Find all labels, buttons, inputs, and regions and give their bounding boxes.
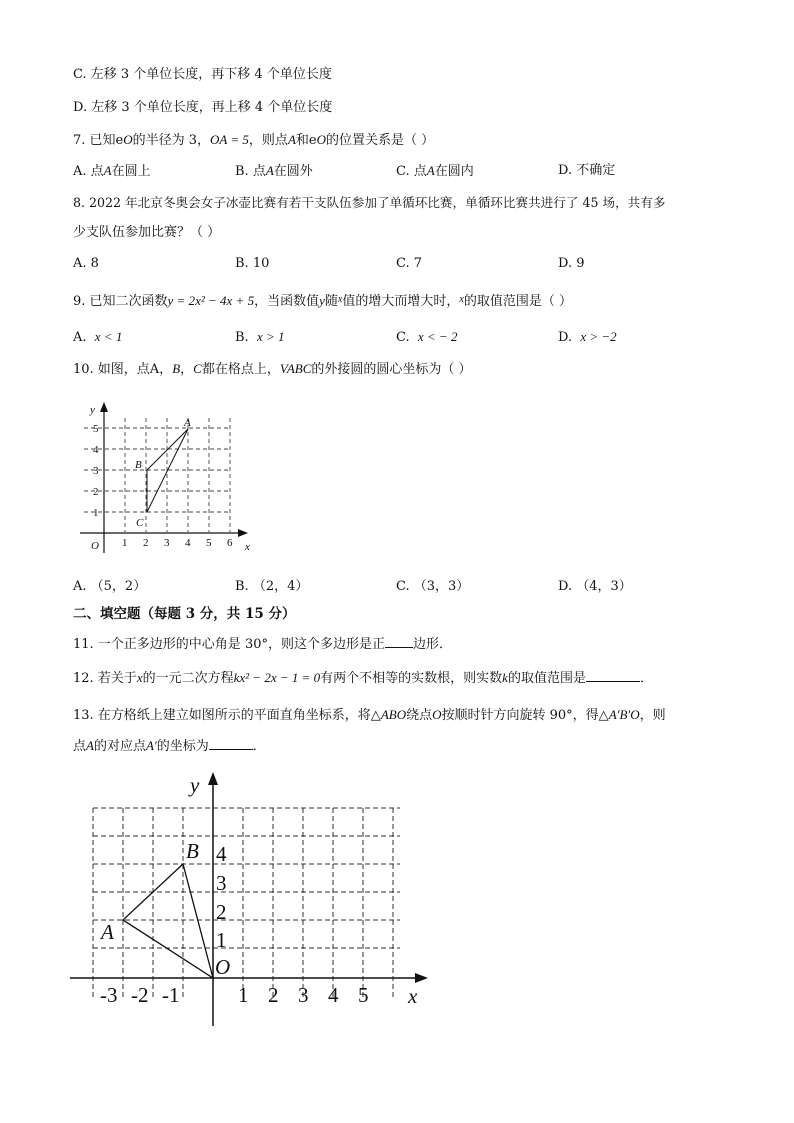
q13-x-arrow-icon xyxy=(415,973,428,983)
q10-y-tick: 4 xyxy=(93,444,99,456)
q13-y-tick: 2 xyxy=(216,900,227,924)
q10-triangle-abc xyxy=(147,429,188,512)
q7-option-c: C. 点A在圆内 xyxy=(396,163,474,179)
q13-point-a-label: A xyxy=(101,920,114,944)
q8-stem-line2: 少支队伍参加比赛？（ ） xyxy=(73,225,221,240)
q10-x-tick: 6 xyxy=(227,537,233,549)
q10-x-tick: 2 xyxy=(143,537,149,549)
q10-y-label: y xyxy=(90,404,95,416)
q10-point-c-label: C xyxy=(136,517,144,529)
q9-option-b: B. x > 1 xyxy=(235,329,285,345)
q10-stem: 10. 如图，点A，B，C都在格点上，VABC的外接圆的圆心坐标为（ ） xyxy=(73,361,472,377)
q10-option-a: A. （5，2） xyxy=(73,579,147,594)
q10-figure xyxy=(80,398,255,558)
q10-point-a-label: A xyxy=(184,417,191,429)
q10-x-label: x xyxy=(245,541,250,553)
q13-y-arrow-icon xyxy=(208,772,218,785)
q8-option-a: A. 8 xyxy=(73,256,99,271)
q13-figure xyxy=(60,768,440,1030)
q8-stem-line1: 8. 2022 年北京冬奥会女子冰壶比赛有若干支队伍参加了单循环比赛，单循环比赛共进行了 45 场，共有多 xyxy=(73,195,666,210)
q13-y-label: y xyxy=(190,773,200,797)
q13-stem-line1: 13. 在方格纸上建立如图所示的平面直角坐标系，将△ABO绕点O按顺时针方向旋转 90°，得△A′B′O，则 xyxy=(73,707,666,723)
section-title: 二、填空题（每题 3 分，共 15 分） xyxy=(73,606,296,622)
q13-x-tick: -3 xyxy=(100,983,118,1007)
q13-x-tick: -2 xyxy=(131,983,149,1007)
q10-option-d: D. （4，3） xyxy=(558,579,632,594)
q10-y-tick: 2 xyxy=(93,486,99,498)
q10-y-tick: 5 xyxy=(93,423,99,435)
q13-grid xyxy=(93,808,400,1000)
q12-answer-blank xyxy=(586,669,640,682)
q11-answer-blank xyxy=(385,635,413,648)
q9-option-c: C. x < − 2 xyxy=(396,329,458,345)
q10-x-tick: 4 xyxy=(185,537,191,549)
q10-point-b-label: B xyxy=(135,459,142,471)
q13-x-label: x xyxy=(408,984,418,1008)
q13-y-tick: 4 xyxy=(216,842,227,866)
q10-y-tick: 3 xyxy=(93,465,99,477)
q10-option-c: C. （3，3） xyxy=(396,579,470,594)
q10-x-arrow-icon xyxy=(238,529,248,537)
q8-option-c: C. 7 xyxy=(396,256,423,271)
q13-x-tick: 4 xyxy=(328,983,339,1007)
q8-option-d: D. 9 xyxy=(558,256,585,271)
q10-y-arrow-icon xyxy=(100,402,108,412)
q10-x-tick: 1 xyxy=(122,537,128,549)
q13-origin-label: O xyxy=(215,955,231,979)
q13-stem-line2: 点A的对应点A′的坐标为 ． xyxy=(73,738,266,754)
q7-stem: 7. 已知eO的半径为 3，OA = 5，则点A和eO的位置关系是（ ） xyxy=(73,132,435,148)
q12-stem: 12. 若关于x的一元二次方程kx² − 2x − 1 = 0有两个不相等的实数根，则实数k的取值范围是 ． xyxy=(73,670,653,686)
q13-x-tick: 2 xyxy=(268,983,279,1007)
q13-x-tick: 3 xyxy=(298,983,309,1007)
q13-answer-blank xyxy=(209,737,253,750)
q6-option-d: D. 左移 3 个单位长度，再上移 4 个单位长度 xyxy=(73,100,333,115)
q13-y-tick: 3 xyxy=(216,871,227,895)
q13-x-tick: -1 xyxy=(162,983,180,1007)
q10-x-tick: 5 xyxy=(206,537,212,549)
q9-stem: 9. 已知二次函数y = 2x² − 4x + 5，当函数值y随$^x$值的增大而增大时，$^x$的取值范围是（ ） xyxy=(73,293,572,309)
q10-x-tick: 3 xyxy=(164,537,170,549)
q13-x-tick: 5 xyxy=(358,983,369,1007)
q7-option-d: D. 不确定 xyxy=(558,163,616,178)
q10-grid xyxy=(84,418,230,532)
q6-option-c: C. 左移 3 个单位长度，再下移 4 个单位长度 xyxy=(73,67,332,82)
q13-y-tick: 1 xyxy=(216,928,227,952)
q10-origin-label: O xyxy=(91,540,99,552)
q9-option-d: D. x > −2 xyxy=(558,329,617,345)
q11-stem: 11. 一个正多边形的中心角是 30°，则这个多边形是正 边形． xyxy=(73,637,452,652)
q13-triangle-abo xyxy=(123,864,213,978)
q13-point-b-label: B xyxy=(186,839,199,863)
q7-option-b: B. 点A在圆外 xyxy=(235,163,313,179)
q10-option-b: B. （2，4） xyxy=(235,579,309,594)
q10-y-tick: 1 xyxy=(93,507,99,519)
q13-x-tick: 1 xyxy=(238,983,249,1007)
q7-option-a: A. 点A在圆上 xyxy=(73,163,151,179)
q9-option-a: A. x < 1 xyxy=(73,329,123,345)
q8-option-b: B. 10 xyxy=(235,256,270,271)
